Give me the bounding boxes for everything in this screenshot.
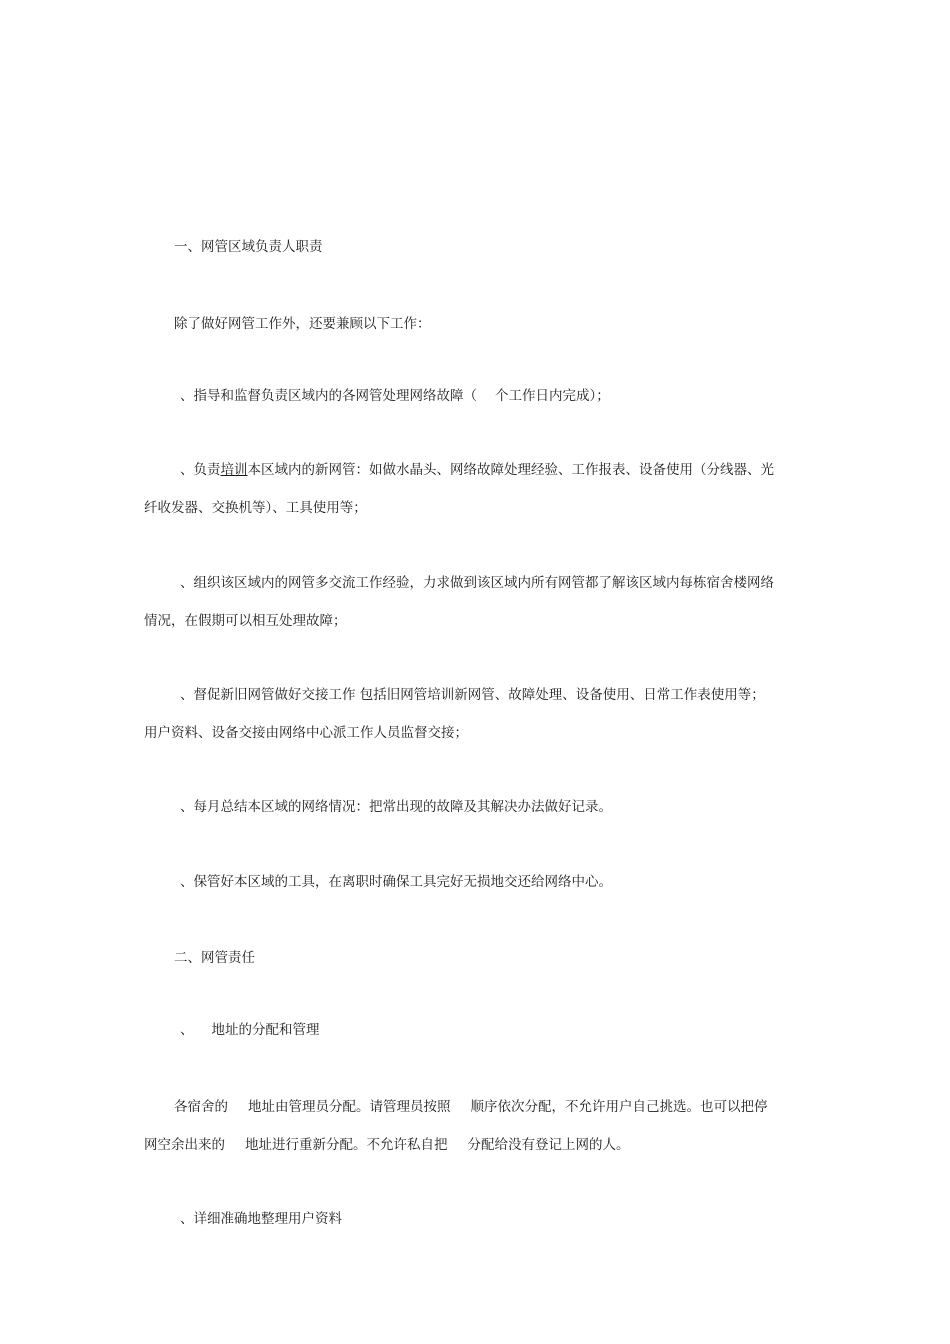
list-item-6: 、保管好本区域的工具，在离职时确保工具完好无损地交还给网络中心。 (180, 874, 612, 890)
underlined-term: 培训 (220, 462, 248, 478)
list-item-text: 、指导和监督负责区域内的各网管处理网络故障（ (180, 388, 477, 404)
list-item-4: 、督促新旧网管做好交接工作 包括旧网管培训新网管、故障处理、设备使用、日常工作表使用等； (180, 687, 765, 703)
paragraph-text: 地址进行重新分配。不允许私自把 (245, 1137, 448, 1153)
list-item-4-continuation: 用户资料、设备交接由网络中心派工作人员监督交接； (144, 725, 468, 741)
section-heading-2: 二、网管责任 (174, 950, 255, 966)
paragraph-text: 地址由管理员分配。请管理员按照 (248, 1099, 451, 1115)
list-item-text: 、负责 (180, 462, 221, 478)
list-item-3-continuation: 情况，在假期可以相互处理故障； (144, 613, 347, 629)
list-item-3: 、组织该区域内的网管多交流工作经验，力求做到该区域内所有网管都了解该区域内每栋宿舍楼网络 (180, 575, 774, 591)
list-item-text: 本区域内的新网管：如做水晶头、网络故障处理经验、工作报表、设备使用（分线器、光 (247, 462, 774, 478)
section-heading-1: 一、网管区域负责人职责 (174, 239, 323, 255)
section-intro: 除了做好网管工作外，还要兼顾以下工作： (174, 316, 431, 332)
subsection-user-records: 、详细准确地整理用户资料 (180, 1211, 342, 1227)
list-item-5: 、每月总结本区域的网络情况：把常出现的故障及其解决办法做好记录。 (180, 799, 612, 815)
paragraph-text: 顺序依次分配，不允许用户自己挑选。也可以把停 (470, 1099, 768, 1115)
paragraph-text: 各宿舍的 (174, 1099, 228, 1115)
list-item-2 (180, 461, 774, 479)
paragraph-text: 网空余出来的 (144, 1137, 225, 1153)
subsection-number: 、 (180, 1022, 194, 1038)
paragraph-text: 分配给没有登记上网的人。 (467, 1137, 630, 1153)
subsection-ip-allocation (180, 1021, 320, 1039)
paragraph-line-1 (174, 1098, 768, 1116)
list-item-2-continuation: 纤收发器、交换机等）、工具使用等； (144, 500, 367, 516)
paragraph-line-2 (144, 1136, 630, 1154)
subsection-title: 地址的分配和管理 (211, 1022, 320, 1038)
list-item-1 (180, 387, 610, 405)
list-item-text: 个工作日内完成）； (495, 388, 610, 404)
